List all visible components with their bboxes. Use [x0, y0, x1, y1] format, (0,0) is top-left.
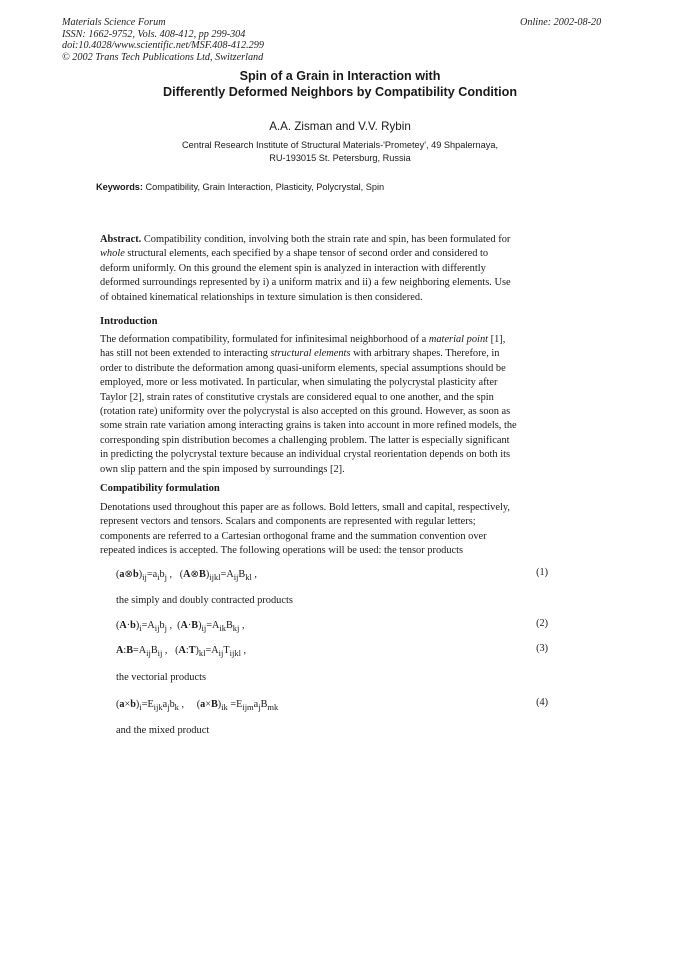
equation-1: $(a\otimes b)_{ij}=a_ib_j$ , $(A\otimes B)_{ijkl}=A_{ij}B_{kl}$ ,: [116, 569, 257, 583]
doi-link[interactable]: doi:10.4028/www.scientific.net/MSF.408-412.299: [62, 40, 264, 51]
equation-4: $(a\times b)_i=E_{ijk}a_jb_k$ , $(a\times B)_{ik} =E_{ijm}a_jB_{mk}$: [116, 699, 279, 713]
equation-number-1: (1): [536, 567, 548, 578]
abstract-line: deformed surroundings represented by i) a uniform matrix and ii) a few neighboring elements. Use: [100, 277, 511, 289]
affiliation-line-2: RU-193015 St. Petersburg, Russia: [269, 153, 411, 163]
equation-2: $(A\cdot b)_i=A_{ij}b_j$ , $(A\cdot B)_{ij}=A_{ik}B_{kj}$ ,: [116, 620, 245, 634]
compatibility-body: [100, 501, 546, 559]
journal-name: Materials Science Forum: [62, 17, 166, 28]
keywords-text: Compatibility, Grain Interaction, Plasticity, Polycrystal, Spin: [142, 182, 385, 192]
intro-emph: structural elements: [270, 348, 351, 360]
intro-line: own slip pattern and the spin imposed by surroundings [2].: [100, 463, 345, 475]
compat-line: repeated indices is accepted. The following operations will be used: the tensor products: [100, 545, 464, 557]
paper-title: [60, 68, 620, 100]
keywords: [96, 182, 384, 192]
issn-line: ISSN: 1662-9752, Vols. 408-412, pp 299-304: [62, 28, 246, 40]
intro-line: employed, more or less motivated. In particular, when simulating the polycrystal plasticity after: [100, 377, 498, 389]
title-line-2: Differently Deformed Neighbors by Compatibility Condition: [162, 85, 518, 99]
copyright-line: © 2002 Trans Tech Publications Ltd, Switzerland: [62, 51, 264, 63]
compatibility-heading: Compatibility formulation: [100, 483, 220, 494]
abstract-line: deform uniformly. On this ground the element spin is analyzed in interaction with differently: [100, 262, 486, 274]
intro-text: [1],: [488, 334, 506, 345]
compat-line: Denotations used throughout this paper are as follows. Bold letters, small and capital, respectively,: [100, 502, 510, 513]
compat-line: components are referred to a Cartesian orthogonal frame and the summation convention over: [100, 530, 487, 542]
equation-number-4: (4): [536, 697, 548, 708]
intro-line: some strain rate variation among interacting grains is taken into account in more refined models, the: [100, 420, 517, 432]
text-simply-contracted: the simply and doubly contracted products: [116, 595, 293, 606]
equation-number-2: (2): [536, 618, 548, 629]
intro-emph: material point: [428, 334, 489, 345]
introduction-heading: Introduction: [100, 316, 158, 327]
journal-header: [62, 17, 264, 63]
authors: A.A. Zisman and V.V. Rybin: [269, 120, 411, 133]
equation-number-3: (3): [536, 643, 548, 654]
intro-line: corresponding spin distribution becomes a challenging problem. The latter is especially significant: [100, 434, 510, 446]
introduction-body: [100, 333, 546, 477]
equation-3: $A:B=A_{ij}B_{ij}$ , $(A:T)_{kl}=A_{ij}T_{ijkl}$ ,: [116, 645, 247, 659]
affiliation: [60, 139, 620, 165]
text-vectorial-products: the vectorial products: [116, 672, 207, 683]
title-line-1: Spin of a Grain in Interaction with: [239, 69, 441, 83]
text-mixed-product: and the mixed product: [116, 725, 210, 736]
abstract-emph: whole: [100, 248, 125, 260]
intro-text: The deformation compatibility, formulated for infinitesimal neighborhood of a: [100, 334, 429, 345]
intro-line: in predicting the polycrystal texture because an individual crystal reorientation depends on both its: [100, 449, 511, 461]
intro-line: Taylor [2], strain rates of constitutive crystals are considered equal to one another, and the spin: [100, 391, 494, 403]
intro-text: has still not been extended to interacting: [100, 348, 271, 360]
abstract-line: Compatibility condition, involving both the strain rate and spin, has been formulated for: [141, 234, 511, 245]
abstract-label: Abstract.: [100, 234, 142, 245]
online-date: Online: 2002-08-20: [520, 17, 602, 28]
affiliation-line-1: Central Research Institute of Structural Materials-'Prometey', 49 Shpalernaya,: [181, 140, 499, 150]
abstract-line: of obtained kinematical relationships in texture simulation is then considered.: [100, 291, 423, 303]
abstract: [100, 233, 546, 305]
keywords-label: Keywords:: [96, 182, 143, 192]
abstract-line: structural elements, each specified by a shape tensor of second order and considered to: [124, 248, 489, 260]
intro-line: (rotation rate) uniformity over the polycrystal is also accepted on this ground. However, as soon as: [100, 406, 511, 418]
compat-line: represent vectors and tensors. Scalars and components are represented with regular letters;: [100, 516, 476, 528]
intro-line: order to distribute the deformation among quasi-uniform elements, special assumptions should be: [100, 362, 506, 374]
intro-text: with arbitrary shapes. Therefore, in: [350, 348, 500, 360]
